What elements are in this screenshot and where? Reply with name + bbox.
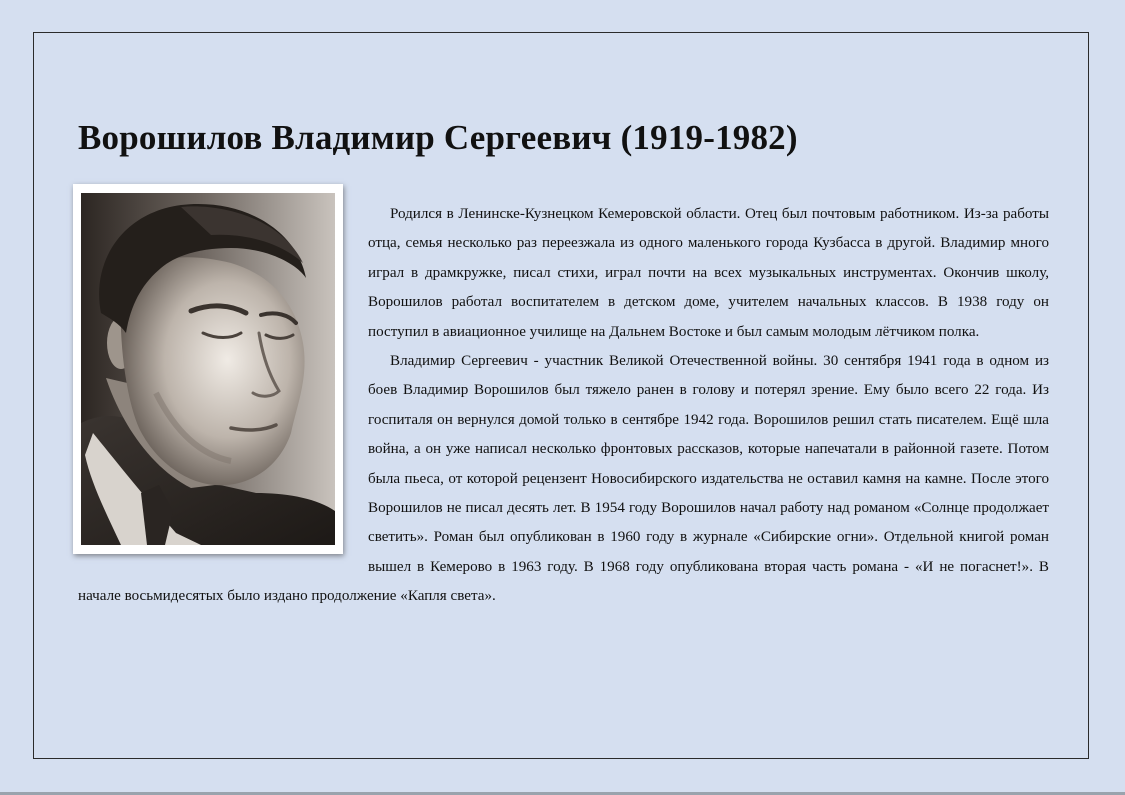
photo-float-spacer: [78, 200, 368, 565]
page-title: Ворошилов Владимир Сергеевич (1919-1982): [78, 118, 798, 157]
biography-text: [78, 200, 1049, 612]
biography-paragraph-2: Владимир Сергеевич - участник Великой Отечественной войны. 30 сентября 1941 года в одном из боев Владимир Ворошилов был тяжело ранен в голову и потерял зрение. Ему было всего 22 года. Из госпиталя он вернулся домой только в сентябре 1942 года. Ворошилов решил стать писателем. Ещё шла война, а он уже написал несколько фронтовых рассказов, которые напечатали в районной газете. Потом была пьеса, от которой рецензент Новосибирского издательства не оставил камня на камне. После этого Ворошилов не писал десять лет. В 1954 году Ворошилов начал работу над романом «Солнце продолжает светить». Роман был опубликован в 1960 году в журнале «Сибирские огни». Отдельной книгой роман вышел в Кемерово в 1963 году. В 1968 году опубликована вторая часть романа - «И не погаснет!». В начале восьмидесятых было издано продолжение «Капля света».: [78, 353, 1049, 605]
biography-paragraph-1: Родился в Ленинске-Кузнецком Кемеровской области. Отец был почтовым работником. Из-за работы отца, семья несколько раз переезжала из одного маленького города Кузбасса в другой. Владимир много играл в драмкружке, писал стихи, играл почти на всех музыкальных инструментах. Окончив школу, Ворошилов работал воспитателем в детском доме, учителем начальных классов. В 1938 году он поступил в авиационное училище на Дальнем Востоке и был самым молодым лётчиком полка.: [368, 206, 1049, 340]
